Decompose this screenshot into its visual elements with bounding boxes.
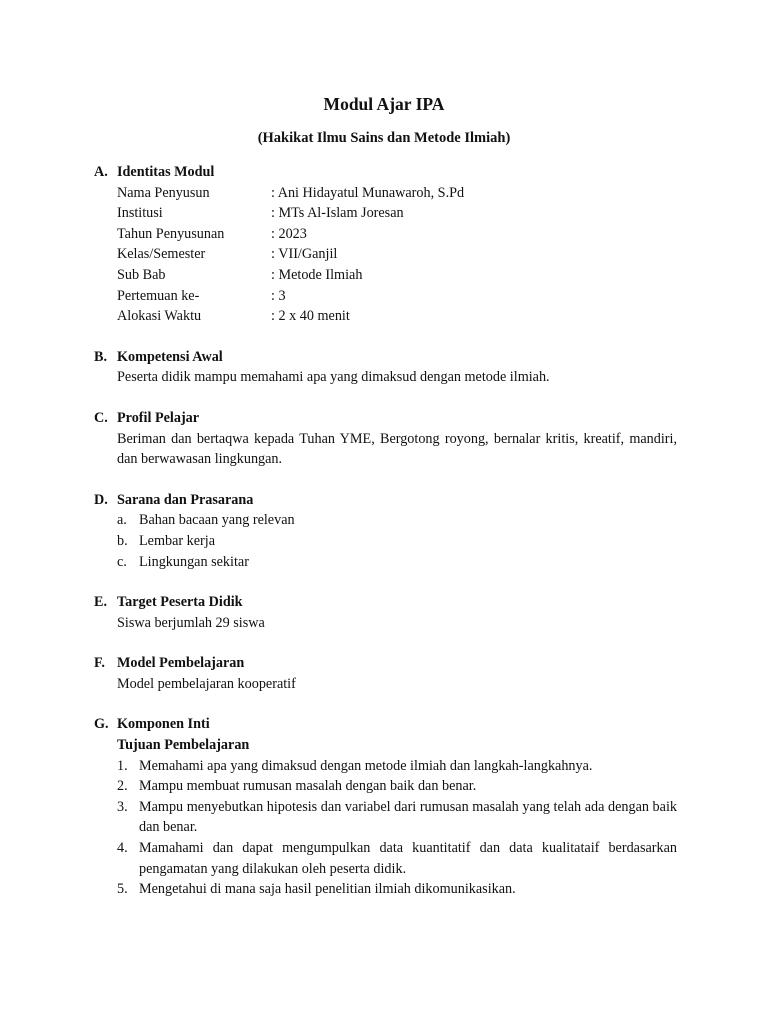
- list-marker: b.: [117, 532, 128, 549]
- section-kompetensi: [94, 347, 677, 388]
- identitas-value: : VII/Ganjil: [271, 246, 338, 263]
- document-title: Modul Ajar IPA: [323, 94, 445, 114]
- identitas-label: Kelas/Semester: [117, 246, 206, 263]
- section-letter: C.: [94, 409, 108, 426]
- section-title: Target Peserta Didik: [117, 594, 243, 611]
- identitas-label: Sub Bab: [117, 266, 166, 283]
- target-text: Siswa berjumlah 29 siswa: [117, 614, 265, 631]
- identitas-label: Tahun Penyusunan: [117, 225, 225, 242]
- list-text: Lembar kerja: [139, 532, 216, 549]
- section-heading: [94, 490, 677, 511]
- identitas-label: Nama Penyusun: [117, 184, 210, 201]
- list-text: Mamahami dan dapat mengumpulkan data kuantitatif dan data kualitataif berdasarkan pengamatan yang dilakukan oleh peserta didik.: [139, 840, 677, 877]
- identitas-value: : Metode Ilmiah: [271, 266, 363, 283]
- section-target: [94, 592, 677, 633]
- identitas-row: [117, 265, 677, 286]
- section-title: Identitas Modul: [117, 164, 215, 180]
- list-text: Bahan bacaan yang relevan: [139, 512, 295, 529]
- list-item: [117, 838, 677, 879]
- section-heading: [94, 347, 677, 368]
- section-komponen: [94, 714, 677, 899]
- identitas-label: Alokasi Waktu: [117, 308, 202, 325]
- list-marker: a.: [117, 512, 127, 529]
- model-text: Model pembelajaran kooperatif: [117, 675, 296, 692]
- identitas-row: [117, 224, 677, 245]
- identitas-label: Institusi: [117, 205, 163, 222]
- section-letter: G.: [94, 716, 109, 733]
- identitas-value: : MTs Al-Islam Joresan: [271, 205, 404, 222]
- list-text: Mampu membuat rumusan masalah dengan baik dan benar.: [139, 778, 477, 795]
- section-heading: [94, 408, 677, 429]
- list-item: [117, 510, 677, 531]
- section-letter: B.: [94, 348, 108, 365]
- section-heading: [94, 592, 677, 613]
- section-title: Profil Pelajar: [117, 409, 200, 426]
- section-heading: [94, 162, 677, 183]
- subsection-title: Tujuan Pembelajaran: [117, 737, 250, 754]
- section-letter: D.: [94, 491, 108, 508]
- list-marker: 2.: [117, 778, 128, 795]
- list-text: Memahami apa yang dimaksud dengan metode ilmiah dan langkah-langkahnya.: [139, 757, 593, 774]
- list-item: [117, 776, 677, 797]
- identitas-row: [117, 286, 677, 307]
- list-item: [117, 797, 677, 838]
- identitas-table: [94, 183, 677, 327]
- komponen-body: [94, 735, 677, 900]
- list-item: [117, 552, 677, 573]
- identitas-row: [117, 183, 677, 204]
- list-marker: 5.: [117, 881, 128, 898]
- list-marker: c.: [117, 553, 127, 570]
- sarana-list: [94, 510, 677, 572]
- list-text: Mampu menyebutkan hipotesis dan variabel dari rumusan masalah yang telah ada dengan baik dan benar.: [139, 798, 677, 836]
- section-title: Kompetensi Awal: [117, 348, 223, 365]
- list-marker: 4.: [117, 840, 128, 857]
- section-sarana: [94, 490, 677, 572]
- section-letter: F.: [94, 655, 105, 672]
- section-heading: [94, 653, 677, 674]
- identitas-value: : 2023: [271, 225, 307, 242]
- document-content: [94, 162, 677, 920]
- identitas-value: : 3: [271, 287, 286, 304]
- list-item: [117, 531, 677, 552]
- section-title: Sarana dan Prasarana: [117, 491, 254, 508]
- section-profil: [94, 408, 677, 470]
- list-item: [117, 879, 677, 900]
- identitas-value: : Ani Hidayatul Munawaroh, S.Pd: [271, 184, 465, 201]
- profil-text: Beriman dan bertaqwa kepada Tuhan YME, Bergotong royong, bernalar kritis, kreatif, mandiri, dan berwawasan lingkungan.: [117, 430, 677, 468]
- identitas-row: [117, 306, 677, 327]
- section-identitas: [94, 162, 677, 327]
- list-text: Lingkungan sekitar: [139, 553, 249, 570]
- section-letter: E.: [94, 594, 108, 611]
- list-marker: 3.: [117, 798, 128, 815]
- section-heading: [94, 714, 677, 735]
- kompetensi-text: Peserta didik mampu memahami apa yang dimaksud dengan metode ilmiah.: [117, 369, 550, 386]
- list-text: Mengetahui di mana saja hasil penelitian ilmiah dikomunikasikan.: [139, 881, 516, 898]
- section-model: [94, 653, 677, 694]
- identitas-label: Pertemuan ke-: [117, 287, 200, 304]
- section-letter: A.: [94, 164, 108, 180]
- document-subtitle: (Hakikat Ilmu Sains dan Metode Ilmiah): [257, 130, 511, 146]
- section-title: Komponen Inti: [117, 716, 210, 733]
- identitas-row: [117, 203, 677, 224]
- section-title: Model Pembelajaran: [117, 655, 245, 672]
- identitas-value: : 2 x 40 menit: [271, 308, 350, 325]
- list-marker: 1.: [117, 757, 128, 774]
- list-item: [117, 756, 677, 777]
- identitas-row: [117, 244, 677, 265]
